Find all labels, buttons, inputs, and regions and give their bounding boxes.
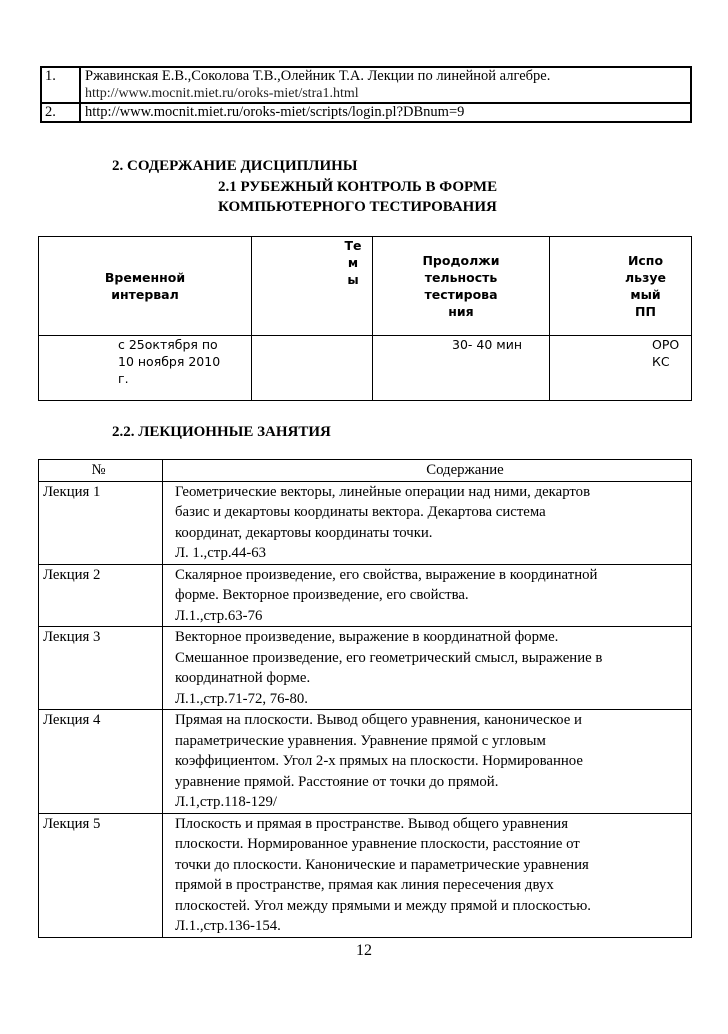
table-row — [39, 481, 692, 564]
table-row — [39, 564, 692, 627]
cell-software: ОРО КС — [550, 336, 692, 401]
table-row — [39, 336, 692, 401]
lecture-content: Векторное произведение, выражение в координатной форме. Смешанное произведение, его геометрический смысл, выражение в координатной форме. Л.1.,стр.71-72, 76-80. — [163, 627, 692, 710]
table-header-row — [39, 237, 692, 336]
section-2-title: 2. СОДЕРЖАНИЕ ДИСЦИПЛИНЫ — [112, 158, 358, 174]
cell-interval: с 25октября по 10 ноября 2010 г. — [39, 336, 252, 401]
lecture-name: Лекция 5 — [39, 813, 163, 937]
section-21-title-line2: КОМПЬЮТЕРНОГО ТЕСТИРОВАНИЯ — [218, 199, 497, 215]
lit-url[interactable]: http://www.mocnit.miet.ru/oroks-miet/scripts/login.pl?DBnum=9 — [80, 103, 691, 122]
lectures-table — [38, 459, 692, 938]
header-num: № — [39, 460, 163, 482]
lit-text: Ржавинская Е.В.,Соколова Т.В.,Олейник Т.А. Лекции по линейной алгебре. — [85, 68, 551, 84]
cell-duration: 30- 40 мин — [373, 336, 550, 401]
header-duration: Продолжи тельность тестирова ния — [373, 237, 550, 336]
lit-num: 2. — [41, 103, 80, 122]
lit-num: 1. — [41, 67, 80, 103]
table-row — [41, 103, 691, 122]
lecture-name: Лекция 4 — [39, 710, 163, 814]
table-row — [41, 67, 691, 103]
lecture-content: Геометрические векторы, линейные операции над ними, декартов базис и декартовы координаты вектора. Декартова система координат, декартовы координаты точки. Л. 1.,стр.44-63 — [163, 481, 692, 564]
lecture-name: Лекция 1 — [39, 481, 163, 564]
table-row — [39, 710, 692, 814]
table-header-row — [39, 460, 692, 482]
lit-entry — [80, 67, 691, 103]
section-21-title-line1: 2.1 РУБЕЖНЫЙ КОНТРОЛЬ В ФОРМЕ — [218, 179, 498, 195]
table-row — [39, 627, 692, 710]
header-content: Содержание — [163, 460, 692, 482]
section-22-title: 2.2. ЛЕКЦИОННЫЕ ЗАНЯТИЯ — [112, 424, 331, 440]
lecture-content: Прямая на плоскости. Вывод общего уравнения, каноническое и параметрические уравнения. Уравнение прямой с угловым коэффициентом. Угол 2-х прямых на плоскости. Нормированное уравнение прямой. Расстояние от точки до прямой. Л.1,стр.118-129/ — [163, 710, 692, 814]
lecture-name: Лекция 3 — [39, 627, 163, 710]
lecture-name: Лекция 2 — [39, 564, 163, 627]
header-software: Испо льзуе мый ПП — [550, 237, 692, 336]
header-topics: Те м ы — [252, 237, 373, 336]
testing-table — [38, 236, 692, 401]
lit-url[interactable]: http://www.mocnit.miet.ru/oroks-miet/stra1.html — [85, 86, 359, 101]
lecture-content: Плоскость и прямая в пространстве. Вывод общего уравнения плоскости. Нормированное уравнение плоскости, расстояние от точки до плоскости. Канонические и параметрические уравнения прямой в пространстве, прямая как линия пересечения двух плоскостей. Угол между прямыми и между прямой и плоскостью. Л.1.,стр.136-154. — [163, 813, 692, 937]
lecture-content: Скалярное произведение, его свойства, выражение в координатной форме. Векторное произведение, его свойства. Л.1.,стр.63-76 — [163, 564, 692, 627]
literature-table — [40, 66, 692, 123]
header-interval: Временной интервал — [39, 237, 252, 336]
cell-topics — [252, 336, 373, 401]
page-number: 12 — [356, 942, 372, 959]
table-row — [39, 813, 692, 937]
